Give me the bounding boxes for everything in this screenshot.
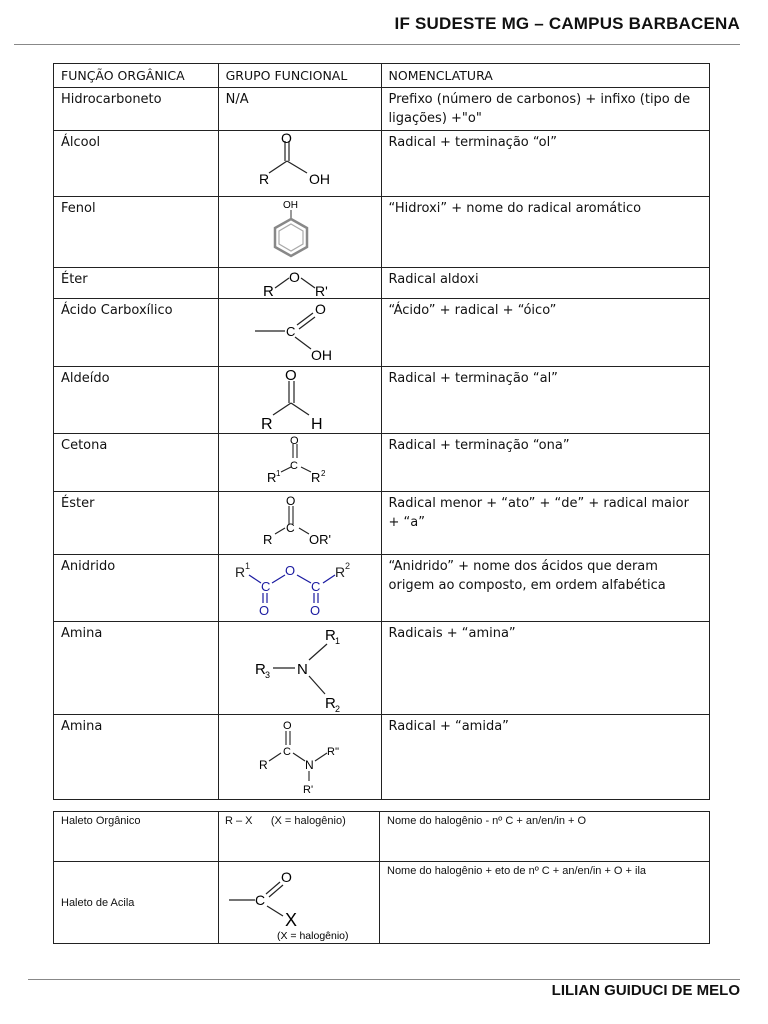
table-row <box>54 622 710 715</box>
radical-label: R <box>234 564 245 580</box>
table-row <box>54 367 710 434</box>
carbon-label: C <box>282 746 291 758</box>
ketone-structure <box>219 434 367 490</box>
radical-index: 2 <box>344 561 350 571</box>
page-header-title: IF SUDESTE MG – CAMPUS BARBACENA <box>394 14 740 33</box>
ether-structure <box>219 268 367 298</box>
radical-label: R <box>262 532 273 547</box>
nomenclature-cell: Radical + terminação “ona” <box>381 434 709 492</box>
oxygen-label: O <box>309 603 320 618</box>
function-cell: Fenol <box>54 197 219 268</box>
group-cell <box>218 197 381 268</box>
radical-label: R <box>266 470 277 485</box>
acyl-halide-structure <box>219 862 367 942</box>
function-cell <box>54 862 219 944</box>
function-cell: Álcool <box>54 131 219 197</box>
nitrogen-label: N <box>304 758 314 772</box>
table-row <box>54 715 710 800</box>
carbon-label: C <box>289 460 298 472</box>
radical-label: R' <box>302 784 313 796</box>
nomenclature-cell: Nome do halogênio - nº C + an/en/in + O <box>380 812 710 862</box>
function-cell: Aldeído <box>54 367 219 434</box>
group-cell <box>218 715 381 800</box>
phenol-structure <box>219 197 367 265</box>
function-label: Haleto de Acila <box>61 896 135 909</box>
carbon-label: C <box>285 521 295 535</box>
table-header-row <box>54 64 710 88</box>
nomenclature-cell: Radical menor + “ato” + “de” + radical maior + “a” <box>381 492 709 555</box>
oxygen-label: O <box>282 720 292 732</box>
ester-or-label: OR' <box>308 532 331 547</box>
carbon-label: C <box>310 579 321 594</box>
group-cell <box>218 434 381 492</box>
radical-label: R <box>324 627 336 644</box>
group-cell <box>218 492 381 555</box>
radical-label: R <box>258 171 269 187</box>
table-row <box>54 862 710 944</box>
carboxylic-acid-structure <box>219 299 367 365</box>
radical-label: R <box>334 564 345 580</box>
oxygen-label: O <box>284 367 297 384</box>
nomenclature-cell: Radical + terminação “al” <box>381 367 709 434</box>
carbon-label: C <box>255 892 266 908</box>
oxygen-label: O <box>258 603 269 618</box>
amine-structure <box>219 622 367 714</box>
table-row <box>54 197 710 268</box>
header-function: FUNÇÃO ORGÂNICA <box>54 64 219 88</box>
ester-structure <box>219 492 367 552</box>
table-row <box>54 268 710 299</box>
table-row <box>54 131 710 197</box>
anhydride-structure <box>219 555 367 619</box>
hydroxyl-label: OH <box>310 347 332 363</box>
group-cell <box>219 862 380 944</box>
group-cell <box>218 131 381 197</box>
amide-structure <box>219 715 367 797</box>
oxygen-label: O <box>314 301 326 317</box>
oxygen-label: O <box>280 131 292 146</box>
radical-label: R <box>260 416 273 433</box>
group-cell <box>218 299 381 367</box>
group-cell <box>218 555 381 622</box>
function-cell: Ácido Carboxílico <box>54 299 219 367</box>
nomenclature-cell: Radical aldoxi <box>381 268 709 299</box>
table-row <box>54 88 710 131</box>
function-cell: Amina <box>54 715 219 800</box>
function-cell: Éter <box>54 268 219 299</box>
table-row <box>54 492 710 555</box>
nomenclature-cell: Radicais + “amina” <box>381 622 709 715</box>
footer-divider <box>28 979 740 980</box>
radical-label: R <box>310 470 321 485</box>
carbon-label: C <box>260 579 271 594</box>
nomenclature-cell: Radical + “amida” <box>381 715 709 800</box>
table-row <box>54 434 710 492</box>
alcohol-structure <box>219 131 367 195</box>
function-cell: Cetona <box>54 434 219 492</box>
hydroxyl-label: OH <box>308 171 330 187</box>
radical-index: 1 <box>244 561 250 571</box>
radical-index: 2 <box>320 469 326 478</box>
header-nomenclature: NOMENCLATURA <box>381 64 709 88</box>
aldehyde-structure <box>219 367 367 433</box>
halide-table <box>53 811 710 944</box>
nomenclature-cell: “Anidrido” + nome dos ácidos que deram origem ao composto, em ordem alfabética <box>381 555 709 622</box>
header-divider <box>14 44 740 45</box>
function-cell: Amina <box>54 622 219 715</box>
group-cell: N/A <box>218 88 381 131</box>
nomenclature-cell: Prefixo (número de carbonos) + infixo (tipo de ligações) +"o" <box>381 88 709 131</box>
radical-label: R' <box>314 283 328 298</box>
radical-index: 1 <box>334 636 340 646</box>
oxygen-label: O <box>281 869 292 885</box>
organic-functions-table <box>53 63 710 800</box>
nitrogen-label: N <box>296 661 308 678</box>
hydrogen-label: H <box>310 416 323 433</box>
group-cell <box>218 268 381 299</box>
table-row <box>54 555 710 622</box>
function-cell: Éster <box>54 492 219 555</box>
halogen-note: (X = halogênio) <box>277 930 349 942</box>
radical-index: 1 <box>275 469 281 478</box>
function-cell: Haleto Orgânico <box>54 812 219 862</box>
table-row <box>54 812 710 862</box>
radical-label: R <box>258 758 268 772</box>
footer-author: LILIAN GUIDUCI DE MELO <box>551 982 740 999</box>
oxygen-label: O <box>284 563 295 578</box>
radical-index: 2 <box>334 704 340 714</box>
hydroxyl-label: OH <box>282 200 298 211</box>
halogen-label: X <box>285 910 298 930</box>
function-cell: Hidrocarboneto <box>54 88 219 131</box>
oxygen-label: O <box>288 269 300 285</box>
radical-index: 3 <box>264 670 270 680</box>
carbon-label: C <box>285 324 296 339</box>
oxygen-label: O <box>285 494 295 508</box>
nomenclature-cell: Radical + terminação “ol” <box>381 131 709 197</box>
group-cell: R – X (X = halogênio) <box>219 812 380 862</box>
group-cell <box>218 367 381 434</box>
nomenclature-cell: “Hidroxi” + nome do radical aromático <box>381 197 709 268</box>
nomenclature-cell: “Ácido” + radical + “óico” <box>381 299 709 367</box>
radical-label: R <box>262 283 274 298</box>
table-row <box>54 299 710 367</box>
radical-label: R <box>254 661 266 678</box>
radical-label: R'' <box>326 746 339 758</box>
function-cell: Anidrido <box>54 555 219 622</box>
nomenclature-cell: Nome do halogênio + eto de nº C + an/en/in + O + ila <box>380 862 710 944</box>
radical-label: R <box>324 695 336 712</box>
oxygen-label: O <box>289 435 299 447</box>
header-group: GRUPO FUNCIONAL <box>218 64 381 88</box>
group-cell <box>218 622 381 715</box>
